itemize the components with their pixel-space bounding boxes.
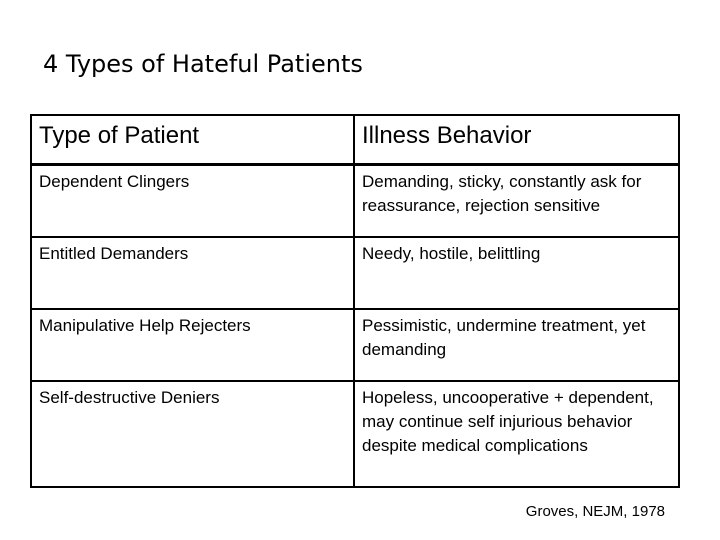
patient-type-cell: Self-destructive Deniers [31,381,354,487]
illness-behavior-cell: Demanding, sticky, constantly ask for reassurance, rejection sensitive [354,165,679,238]
header-type-of-patient: Type of Patient [31,115,354,165]
patient-types-table [30,114,680,488]
header-illness-behavior: Illness Behavior [354,115,679,165]
table-row [31,237,679,309]
table-row [31,381,679,487]
patient-type-cell: Dependent Clingers [31,165,354,238]
slide-title: 4 Types of Hateful Patients [43,50,363,78]
patient-type-cell: Manipulative Help Rejecters [31,309,354,381]
illness-behavior-cell: Pessimistic, undermine treatment, yet demanding [354,309,679,381]
illness-behavior-cell: Needy, hostile, belittling [354,237,679,309]
patient-type-cell: Entitled Demanders [31,237,354,309]
citation: Groves, NEJM, 1978 [525,503,665,520]
illness-behavior-cell: Hopeless, uncooperative + dependent, may continue self injurious behavior despite medical complications [354,381,679,487]
table-row [31,165,679,238]
table-row [31,309,679,381]
table-header-row [31,115,679,165]
